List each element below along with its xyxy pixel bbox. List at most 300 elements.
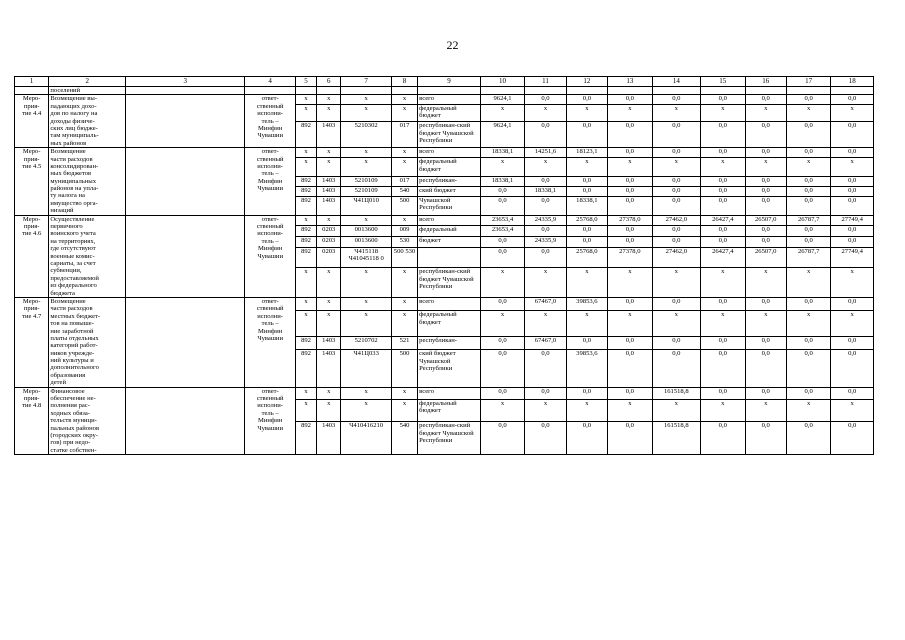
column-number: 5 [295, 77, 316, 87]
activity-description-line: Возмещение [50, 297, 86, 305]
column-number-row [15, 77, 874, 87]
year-amount: 39853,6 [566, 297, 607, 311]
activity-description-line: первичного [50, 223, 83, 231]
funding-source: республикан-ский бюджет Чувашской Республики [418, 268, 481, 298]
activity-description-line: (городских окру- [50, 431, 98, 439]
year-amount: 0,0 [701, 422, 745, 455]
empty-cell [341, 87, 392, 95]
year-amount: 0,0 [831, 350, 874, 387]
year-amount: 0,0 [701, 387, 745, 399]
section-code: 0203 [317, 226, 341, 237]
activity-number-line: прия- [23, 102, 40, 110]
responsible-executor-line: исполни- [257, 230, 284, 238]
section-code: x [317, 268, 341, 298]
year-amount: 0,0 [701, 196, 745, 215]
year-amount: 0,0 [566, 237, 607, 248]
funding-source: ский бюджет Чувашской Республики [418, 350, 481, 387]
column-number: 18 [831, 77, 874, 87]
year-amount: 26507,0 [745, 215, 786, 226]
year-amount: 0,0 [831, 95, 874, 104]
year-amount: 0,0 [480, 196, 524, 215]
year-amount: 18338,1 [566, 196, 607, 215]
grbs-code: x [295, 148, 316, 158]
year-amount: 0,0 [831, 148, 874, 158]
expense-type-code: 530 [391, 237, 417, 248]
year-amount: 24335,9 [525, 237, 566, 248]
subprogram-cell [126, 215, 245, 297]
year-amount: 0,0 [608, 237, 652, 248]
expense-type-code: x [391, 104, 417, 122]
activity-description [49, 297, 126, 387]
funding-source: федеральный бюджет [418, 104, 481, 122]
grbs-code: x [295, 268, 316, 298]
activity-description-line: статке собствен- [50, 446, 97, 454]
activity-description-line: доходы физиче- [50, 117, 95, 125]
section-code: x [317, 104, 341, 122]
activity-number [15, 215, 49, 297]
grbs-code: 892 [295, 186, 316, 196]
year-amount: x [566, 399, 607, 422]
activity-row [15, 297, 874, 311]
year-amount: 9624,1 [480, 122, 524, 148]
empty-cell [480, 87, 524, 95]
year-amount: 0,0 [786, 350, 830, 387]
activity-description-line: обеспечение не- [50, 395, 96, 403]
year-amount: 18338,1 [525, 186, 566, 196]
expense-type-code: 017 [391, 176, 417, 186]
carry-over-row [15, 87, 874, 95]
column-number: 16 [745, 77, 786, 87]
year-amount: 0,0 [745, 387, 786, 399]
activity-number-line: Меро- [22, 148, 41, 156]
funding-source: всего [418, 297, 481, 311]
expense-type-code: x [391, 95, 417, 104]
section-code: x [317, 297, 341, 311]
responsible-executor-line: ответ- [261, 215, 279, 223]
year-amount: 0,0 [608, 148, 652, 158]
year-amount: x [480, 399, 524, 422]
year-amount: x [608, 268, 652, 298]
year-amount: 0,0 [608, 122, 652, 148]
year-amount: 0,0 [480, 350, 524, 387]
year-amount: 0,0 [831, 226, 874, 237]
year-amount: 0,0 [745, 186, 786, 196]
activity-description-line: военные комис- [50, 252, 95, 260]
column-number: 14 [652, 77, 701, 87]
grbs-code: 892 [295, 226, 316, 237]
expense-type-code: x [391, 311, 417, 336]
activity-description-line: части расходов [50, 155, 93, 163]
responsible-executor-line: ственный [256, 305, 284, 313]
responsible-executor [245, 95, 296, 148]
funding-source: ский бюджет [418, 186, 481, 196]
year-amount: x [701, 268, 745, 298]
responsible-executor-line: ответ- [261, 148, 279, 156]
activity-description-line: ту налога на [50, 192, 85, 200]
expense-type-code: 540 [391, 422, 417, 455]
year-amount: 9624,1 [480, 95, 524, 104]
year-amount: 0,0 [745, 95, 786, 104]
responsible-executor [245, 297, 296, 387]
expense-type-code: x [391, 297, 417, 311]
year-amount: 0,0 [608, 422, 652, 455]
year-amount: 39853,6 [566, 350, 607, 387]
expense-type-code: 017 [391, 122, 417, 148]
funding-source: федеральный бюджет [418, 158, 481, 177]
section-code: x [317, 158, 341, 177]
responsible-executor-line: тель – [261, 117, 279, 125]
activity-description-line: ние заработной [50, 327, 94, 335]
activity-description-line: падающих дохо- [50, 102, 97, 110]
year-amount: 0,0 [566, 422, 607, 455]
year-amount: 0,0 [701, 237, 745, 248]
responsible-executor-line: Минфин [258, 177, 283, 185]
year-amount: 0,0 [745, 148, 786, 158]
activity-description-line: где отсутствуют [50, 245, 96, 253]
year-amount: 0,0 [652, 186, 701, 196]
activity-description [49, 387, 126, 455]
year-amount: 0,0 [831, 387, 874, 399]
activity-row [15, 387, 874, 399]
activity-description-line: гов) при недо- [50, 439, 91, 447]
year-amount: 0,0 [566, 336, 607, 350]
subprogram-cell [126, 148, 245, 216]
year-amount: 27749,4 [831, 215, 874, 226]
year-amount: 0,0 [745, 237, 786, 248]
activity-number-line: Меро- [22, 215, 41, 223]
year-amount: 0,0 [652, 297, 701, 311]
year-amount: 0,0 [745, 350, 786, 387]
year-amount: x [480, 311, 524, 336]
year-amount: 0,0 [652, 95, 701, 104]
year-amount: x [701, 104, 745, 122]
activity-description-line: ских лиц бюдже- [50, 124, 98, 132]
year-amount: 0,0 [745, 226, 786, 237]
year-amount: 0,0 [608, 336, 652, 350]
year-amount: 0,0 [701, 176, 745, 186]
year-amount: 18338,1 [480, 176, 524, 186]
year-amount: 0,0 [525, 122, 566, 148]
year-amount: 23653,4 [480, 215, 524, 226]
year-amount: 0,0 [566, 387, 607, 399]
responsible-executor-line: исполни- [257, 110, 284, 118]
responsible-executor-line: ответ- [261, 387, 279, 395]
column-number: 7 [341, 77, 392, 87]
target-article-code: x [341, 158, 392, 177]
activity-description-line: Возмещение [50, 148, 86, 156]
target-article-code: x [341, 104, 392, 122]
year-amount: 0,0 [745, 297, 786, 311]
section-code: 0203 [317, 247, 341, 267]
year-amount: x [525, 158, 566, 177]
responsible-executor-line: ственный [256, 102, 284, 110]
responsible-executor-line: ственный [256, 155, 284, 163]
activity-row [15, 215, 874, 226]
grbs-code: x [295, 387, 316, 399]
year-amount: 0,0 [831, 422, 874, 455]
empty-cell [831, 87, 874, 95]
grbs-code: 892 [295, 237, 316, 248]
responsible-executor-line: исполни- [257, 402, 284, 410]
funding-source: федеральный [418, 226, 481, 237]
year-amount: 0,0 [480, 422, 524, 455]
responsible-executor-line: Минфин [258, 124, 283, 132]
activity-description-line: образования [50, 371, 86, 379]
target-article-code: x [341, 215, 392, 226]
responsible-executor-line: Чувашии [257, 334, 283, 342]
year-amount: 0,0 [480, 237, 524, 248]
activity-number-line: Меро- [22, 297, 41, 305]
responsible-executor-line: тель – [261, 320, 279, 328]
funding-source [418, 247, 481, 267]
year-amount: x [608, 311, 652, 336]
year-amount: 0,0 [652, 176, 701, 186]
year-amount: x [831, 399, 874, 422]
year-amount: 18123,1 [566, 148, 607, 158]
year-amount: 161518,8 [652, 387, 701, 399]
section-code: 1403 [317, 422, 341, 455]
year-amount: x [701, 399, 745, 422]
column-number: 17 [786, 77, 830, 87]
empty-cell [566, 87, 607, 95]
activity-row [15, 95, 874, 104]
activity-number [15, 387, 49, 455]
responsible-executor-line: исполни- [257, 312, 284, 320]
year-amount: 0,0 [525, 247, 566, 267]
responsible-executor-line: Минфин [258, 327, 283, 335]
year-amount: 0,0 [525, 176, 566, 186]
activity-description-line: муниципальных [50, 177, 97, 185]
year-amount: 26787,7 [786, 247, 830, 267]
empty-cell [745, 87, 786, 95]
target-article-code: 0013600 [341, 237, 392, 248]
year-amount: 0,0 [608, 226, 652, 237]
empty-cell [391, 87, 417, 95]
year-amount: 0,0 [608, 95, 652, 104]
year-amount: 0,0 [480, 247, 524, 267]
year-amount: 27462,0 [652, 215, 701, 226]
year-amount: 0,0 [701, 95, 745, 104]
funding-source: федеральный бюджет [418, 311, 481, 336]
activity-number-line: прия- [23, 155, 40, 163]
program-funding-table [14, 76, 874, 455]
year-amount: 0,0 [786, 186, 830, 196]
target-article-code: x [341, 268, 392, 298]
responsible-executor-line: ственный [256, 395, 284, 403]
target-article-code: x [341, 399, 392, 422]
year-amount: x [831, 104, 874, 122]
activity-description [49, 148, 126, 216]
activity-number-line: тие 4.6 [22, 230, 42, 238]
year-amount: x [652, 268, 701, 298]
activity-description-line: консолидирован- [50, 162, 99, 170]
expense-type-code: x [391, 268, 417, 298]
year-amount: x [608, 399, 652, 422]
empty-cell [652, 87, 701, 95]
year-amount: x [831, 268, 874, 298]
year-amount: x [786, 399, 830, 422]
year-amount: x [566, 104, 607, 122]
year-amount: 0,0 [786, 297, 830, 311]
section-code: x [317, 95, 341, 104]
target-article-code: x [341, 311, 392, 336]
year-amount: x [480, 268, 524, 298]
grbs-code: x [295, 311, 316, 336]
year-amount: 23653,4 [480, 226, 524, 237]
funding-source: республикан-ский бюджет Чувашской Республики [418, 122, 481, 148]
target-article-code: 5210109 [341, 186, 392, 196]
target-article-code: Ч415118 Ч41045118 0 [341, 247, 392, 267]
year-amount: 0,0 [608, 176, 652, 186]
year-amount: 0,0 [480, 186, 524, 196]
empty-cell [126, 87, 245, 95]
subprogram-cell [126, 95, 245, 148]
grbs-code: 892 [295, 422, 316, 455]
activity-description-line: тов на повыше- [50, 320, 94, 328]
year-amount: 0,0 [701, 350, 745, 387]
section-code: 0203 [317, 237, 341, 248]
activity-number-line: тие 4.5 [22, 162, 42, 170]
target-article-code: 5210109 [341, 176, 392, 186]
funding-source: республикан- [418, 336, 481, 350]
activity-description-line: Возмещение вы- [50, 95, 98, 103]
year-amount: 0,0 [786, 336, 830, 350]
year-amount: 14251,6 [525, 148, 566, 158]
activity-description-line: воинского учета [50, 230, 96, 238]
activity-number [15, 297, 49, 387]
target-article-code: 0013600 [341, 226, 392, 237]
year-amount: 0,0 [745, 336, 786, 350]
year-amount: x [525, 268, 566, 298]
year-amount: x [701, 158, 745, 177]
year-amount: x [652, 311, 701, 336]
year-amount: x [831, 311, 874, 336]
page-number: 22 [446, 38, 459, 52]
activity-number [15, 148, 49, 216]
year-amount: x [525, 311, 566, 336]
grbs-code: x [295, 215, 316, 226]
funding-source: всего [418, 95, 481, 104]
activity-description-line: ний культуры и [50, 357, 94, 365]
activity-description-line: дополнительного [50, 364, 99, 372]
activity-number-line: тие 4.4 [22, 110, 42, 118]
year-amount: 0,0 [831, 186, 874, 196]
empty-cell [786, 87, 830, 95]
year-amount: 0,0 [608, 387, 652, 399]
year-amount: x [525, 399, 566, 422]
funding-source: всего [418, 387, 481, 399]
activity-description-line: ходных обяза- [50, 409, 91, 417]
column-number: 13 [608, 77, 652, 87]
year-amount: x [745, 104, 786, 122]
grbs-code: x [295, 95, 316, 104]
activity-description-line: предоставляемой [50, 274, 99, 282]
activity-description-line: сариаты, за счет [50, 260, 96, 267]
carry-over-text: поселений [49, 87, 126, 95]
year-amount: 0,0 [701, 336, 745, 350]
grbs-code: 892 [295, 247, 316, 267]
column-number: 6 [317, 77, 341, 87]
target-article-code: x [341, 297, 392, 311]
year-amount: 26507,0 [745, 247, 786, 267]
activity-description-line: Финансовое [50, 387, 85, 395]
activity-description-line: на территориях, [50, 237, 96, 245]
section-code: x [317, 399, 341, 422]
year-amount: x [786, 311, 830, 336]
activity-number-line: тие 4.8 [22, 402, 42, 410]
expense-type-code: x [391, 215, 417, 226]
grbs-code: 892 [295, 196, 316, 215]
empty-cell [15, 87, 49, 95]
year-amount: 26427,4 [701, 247, 745, 267]
column-number: 8 [391, 77, 417, 87]
responsible-executor-line: Чувашии [257, 252, 283, 260]
section-code: 1403 [317, 176, 341, 186]
year-amount: 67467,0 [525, 297, 566, 311]
year-amount: 0,0 [831, 297, 874, 311]
empty-cell [418, 87, 481, 95]
year-amount: 0,0 [745, 176, 786, 186]
year-amount: 0,0 [566, 186, 607, 196]
year-amount: 0,0 [652, 237, 701, 248]
section-code: 1403 [317, 336, 341, 350]
activity-number-line: тие 4.7 [22, 312, 42, 320]
column-number: 15 [701, 77, 745, 87]
year-amount: x [566, 268, 607, 298]
activity-description-line: там муниципаль- [50, 132, 99, 140]
year-amount: x [831, 158, 874, 177]
year-amount: x [652, 104, 701, 122]
activity-description [49, 95, 126, 148]
year-amount: 0,0 [525, 387, 566, 399]
empty-cell [295, 87, 316, 95]
year-amount: 0,0 [786, 237, 830, 248]
section-code: x [317, 387, 341, 399]
responsible-executor-line: ответ- [261, 297, 279, 305]
responsible-executor [245, 148, 296, 216]
column-number: 4 [245, 77, 296, 87]
year-amount: 0,0 [525, 196, 566, 215]
year-amount: 24335,9 [525, 215, 566, 226]
year-amount: x [701, 311, 745, 336]
responsible-executor [245, 215, 296, 297]
activity-description [49, 215, 126, 297]
empty-cell [317, 87, 341, 95]
empty-cell [245, 87, 296, 95]
responsible-executor-line: Чувашии [257, 132, 283, 140]
year-amount: x [652, 158, 701, 177]
year-amount: 0,0 [652, 122, 701, 148]
target-article-code: Ч410416210 [341, 422, 392, 455]
year-amount: 0,0 [525, 226, 566, 237]
expense-type-code: 500 [391, 350, 417, 387]
responsible-executor-line: тель – [261, 170, 279, 178]
activity-number-line: прия- [23, 395, 40, 403]
year-amount: 161518,8 [652, 422, 701, 455]
responsible-executor-line: Чувашии [257, 424, 283, 432]
year-amount: x [608, 158, 652, 177]
funding-source: федеральный бюджет [418, 399, 481, 422]
empty-cell [701, 87, 745, 95]
year-amount: x [608, 104, 652, 122]
grbs-code: x [295, 399, 316, 422]
year-amount: x [566, 158, 607, 177]
responsible-executor-line: Чувашии [257, 185, 283, 193]
grbs-code: 892 [295, 350, 316, 387]
responsible-executor [245, 387, 296, 455]
funding-source: всего [418, 215, 481, 226]
year-amount: 0,0 [608, 186, 652, 196]
